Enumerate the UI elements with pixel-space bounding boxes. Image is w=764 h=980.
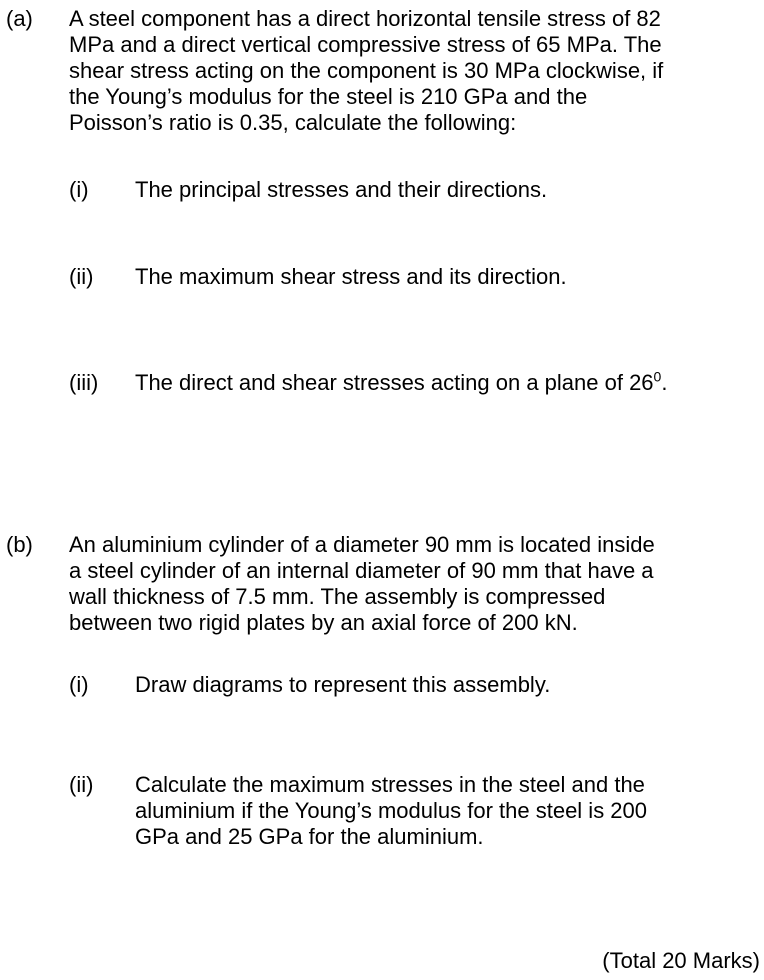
question-a-part-iii-text (135, 370, 667, 396)
question-b-label: (b) (6, 532, 33, 557)
question-a-part-iii-label: (iii) (69, 370, 99, 395)
question-a-part-ii-label: (ii) (69, 264, 94, 289)
question-b-part-i-text: Draw diagrams to represent this assembly. (135, 672, 551, 697)
degree-symbol: 0 (653, 368, 662, 385)
total-marks: (Total 20 Marks) (602, 948, 760, 973)
question-b-text: An aluminium cylinder of a diameter 90 mm is located inside a steel cylinder of an internal diameter of 90 mm that have a wall thickness of 7.5 mm. The assembly is compressed between two rigid plates by an axial force of 200 kN. (69, 532, 655, 635)
question-b-part-i-label: (i) (69, 672, 89, 697)
question-a-part-iii-body: The direct and shear stresses acting on a plane of 26 (135, 370, 654, 395)
question-a-text: A steel component has a direct horizontal tensile stress of 82 MPa and a direct vertical compressive stress of 65 MPa. The shear stress acting on the component is 30 MPa clockwise, if the Young’s modulus for the steel is 210 GPa and the Poisson’s ratio is 0.35, calculate the following: (69, 6, 664, 135)
question-a-label: (a) (6, 6, 33, 31)
question-a-part-i-label: (i) (69, 177, 89, 202)
question-b-part-ii-label: (ii) (69, 772, 94, 797)
question-b-part-ii-text: Calculate the maximum stresses in the steel and the aluminium if the Young’s modulus for the steel is 200 GPa and 25 GPa for the aluminium. (135, 772, 648, 849)
question-a-part-i-text: The principal stresses and their directions. (135, 177, 548, 202)
question-a-part-iii-end: . (661, 370, 668, 395)
question-a-part-ii-text: The maximum shear stress and its direction. (135, 264, 567, 289)
